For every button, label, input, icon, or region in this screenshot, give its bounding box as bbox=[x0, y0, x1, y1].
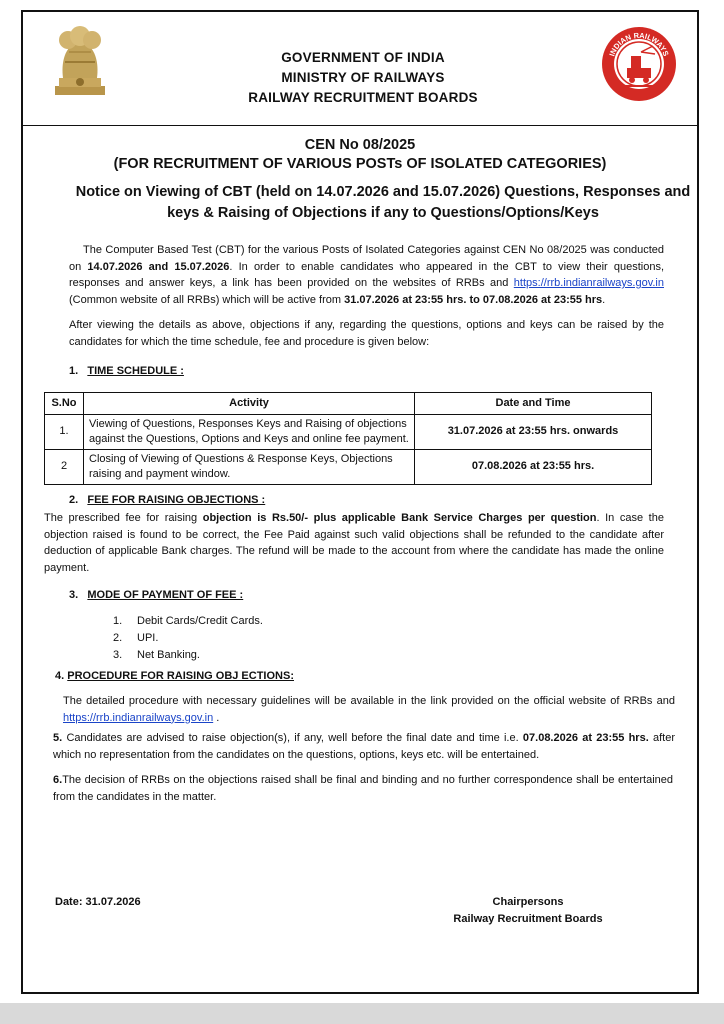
procedure-text-a: The detailed procedure with necessary guidelines will be available in the link provided on the official website of RRBs and bbox=[63, 695, 675, 707]
procedure-text-b: . bbox=[213, 711, 220, 724]
time-schedule-table bbox=[44, 392, 652, 485]
bottom-strip bbox=[0, 1003, 724, 1024]
fee-text-a: The prescribed fee for raising bbox=[44, 512, 203, 524]
section-4-number: 4. bbox=[55, 669, 65, 682]
intro-text-b: . In order to enable candidates who appeared in the CBT to view their questions, responses and answer keys, a link has been provided on the websites of RRBs and bbox=[69, 260, 664, 289]
list-item-label: Net Banking. bbox=[137, 648, 200, 661]
list-item-label: Debit Cards/Credit Cards. bbox=[137, 614, 263, 627]
list-item-number: 1. bbox=[113, 614, 123, 627]
section-5-number: 5. bbox=[53, 732, 63, 744]
section-3-number: 3. bbox=[69, 589, 79, 601]
procedure-paragraph bbox=[63, 693, 675, 726]
header-line-3: RAILWAY RECRUITMENT BOARDS bbox=[248, 90, 478, 105]
col-header-sno: S.No bbox=[45, 392, 84, 414]
section-5-text-b: after which no representation from the candidates on the questions, options, keys etc. will be entertained. bbox=[53, 732, 676, 761]
letterhead-title bbox=[163, 48, 563, 108]
row-1-datetime: 31.07.2026 at 23:55 hrs. onwards bbox=[415, 414, 652, 449]
section-1-title: TIME SCHEDULE : bbox=[87, 365, 184, 377]
col-header-datetime: Date and Time bbox=[415, 392, 652, 414]
intro-paragraph bbox=[69, 242, 664, 308]
final-deadline: 07.08.2026 at 23:55 hrs. bbox=[522, 732, 649, 744]
cen-heading bbox=[23, 136, 697, 174]
intro-paragraph-2: After viewing the details as above, objections if any, regarding the questions, options and keys can be raised by the candidates for which the time schedule, fee and procedure is given below: bbox=[69, 319, 664, 348]
section-4-title: PROCEDURE FOR RAISING OBJ ECTIONS: bbox=[67, 669, 294, 682]
header-line-1: GOVERNMENT OF INDIA bbox=[281, 50, 445, 65]
list-item-number: 3. bbox=[113, 648, 123, 661]
section-6-text: The decision of RRBs on the objections raised shall be final and binding and no further correspondence shall be entertained from the candidates in the matter. bbox=[53, 774, 673, 803]
section-5-text-a: Candidates are advised to raise objection(s), if any, well before the final date and time i.e. bbox=[66, 732, 523, 744]
list-item bbox=[113, 647, 664, 664]
section-5-paragraph bbox=[53, 730, 675, 763]
row-2-sno: 2 bbox=[45, 449, 84, 484]
letterhead bbox=[23, 12, 697, 126]
list-item-label: UPI. bbox=[137, 631, 159, 644]
table-header-row bbox=[45, 392, 652, 414]
section-2-heading bbox=[69, 492, 664, 509]
signatory-org: Railway Recruitment Boards bbox=[453, 913, 603, 925]
section-6-paragraph bbox=[53, 772, 673, 805]
intro-text-a: The Computer Based Test (CBT) for the various Posts of Isolated Categories against CEN No 08/2025 was conducted on bbox=[69, 244, 664, 273]
document-frame bbox=[21, 10, 699, 994]
notice-title-line-2: keys & Raising of Objections if any to Questions/Options/Keys bbox=[167, 205, 599, 221]
list-item-number: 2. bbox=[113, 631, 123, 644]
section-4-heading bbox=[55, 668, 664, 685]
active-window: 31.07.2026 at 23:55 hrs. to 07.08.2026 at 23:55 hrs bbox=[344, 293, 603, 306]
notice-title-line-1: Notice on Viewing of CBT (held on 14.07.2026 and 15.07.2026) Questions, Responses and bbox=[75, 184, 691, 200]
cbt-dates: 14.07.2026 and 15.07.2026 bbox=[87, 260, 230, 273]
fee-paragraph bbox=[44, 510, 664, 576]
col-header-activity: Activity bbox=[84, 392, 415, 414]
section-6-number: 6. bbox=[53, 774, 63, 786]
section-3-heading bbox=[69, 587, 664, 604]
section-3-title: MODE OF PAYMENT OF FEE : bbox=[87, 589, 244, 601]
date-line: Date: 31.07.2026 bbox=[55, 896, 141, 908]
cen-number: CEN No 08/2025 bbox=[304, 137, 416, 153]
row-2-activity: Closing of Viewing of Questions & Response Keys, Objections raising and payment window. bbox=[84, 449, 415, 484]
section-2-title: FEE FOR RAISING OBJECTIONS : bbox=[87, 493, 266, 506]
row-2-datetime: 07.08.2026 at 23:55 hrs. bbox=[415, 449, 652, 484]
row-1-sno: 1. bbox=[45, 414, 84, 449]
national-emblem-icon bbox=[43, 22, 117, 100]
list-item bbox=[113, 613, 664, 630]
signature-block bbox=[443, 894, 613, 928]
intro-text-c: (Common website of all RRBs) which will be active from bbox=[69, 293, 345, 306]
list-item bbox=[113, 630, 664, 647]
signatory-title: Chairpersons bbox=[492, 896, 564, 908]
row-1-activity: Viewing of Questions, Responses Keys and Raising of objections against the Questions, Options and Keys and online fee payment. bbox=[84, 414, 415, 449]
fee-text-b: . In case the objection raised is found to be correct, the Fee Paid against such valid objections shall be refunded to the candidate after deduction of applicable Bank charges. The refund will be made to the account from where the candidate has made the online payment. bbox=[44, 512, 664, 574]
section-1-heading bbox=[69, 363, 664, 380]
table-row bbox=[45, 414, 652, 449]
rrb-website-link[interactable]: https://rrb.indianrailways.gov.in bbox=[513, 277, 664, 289]
section-1-number: 1. bbox=[69, 365, 79, 377]
notice-title bbox=[63, 182, 703, 224]
indian-railways-logo-icon bbox=[601, 26, 677, 102]
table-row bbox=[45, 449, 652, 484]
notice-body bbox=[44, 242, 676, 805]
cen-subtitle: (FOR RECRUITMENT OF VARIOUS POSTs OF ISOLATED CATEGORIES) bbox=[113, 156, 607, 172]
procedure-website-link[interactable]: https://rrb.indianrailways.gov.in bbox=[63, 711, 214, 724]
header-line-2: MINISTRY OF RAILWAYS bbox=[281, 70, 445, 85]
payment-mode-list bbox=[69, 613, 664, 664]
intro-text-d: . bbox=[602, 293, 606, 306]
section-2-number: 2. bbox=[69, 493, 79, 506]
logo-ring-text: INDIAN RAILWAYS bbox=[607, 30, 671, 58]
fee-amount: objection is Rs.50/- plus applicable Bank Service Charges per question bbox=[202, 512, 597, 524]
